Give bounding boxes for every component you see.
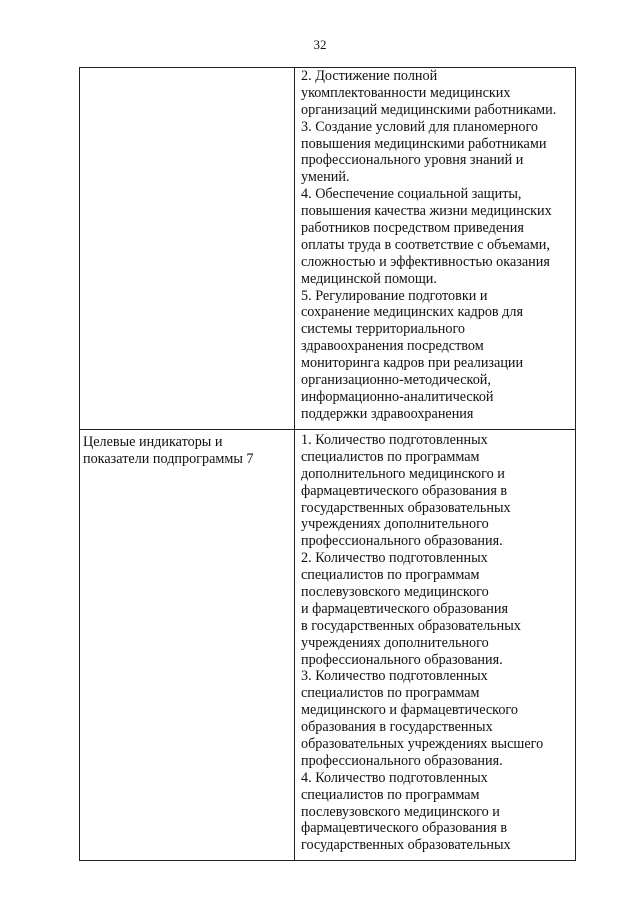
table-row	[80, 68, 576, 430]
text-line: медицинской помощи.	[301, 270, 437, 287]
text-line: информационно-аналитической	[301, 388, 494, 405]
text-line: 4. Количество подготовленных	[301, 769, 488, 786]
text-line: 3. Создание условий для планомерного	[301, 118, 539, 135]
page-number: 32	[313, 37, 327, 52]
text-line: учреждениях дополнительного	[301, 516, 489, 533]
row1-right-text	[295, 68, 575, 423]
row2-left-cell	[80, 430, 295, 861]
text-line: профессионального образования.	[301, 752, 503, 769]
program-table	[79, 67, 576, 861]
row1-right-cell	[295, 68, 576, 430]
text-line: 5. Регулирование подготовки и	[301, 287, 488, 304]
text-line: учреждениях дополнительного	[301, 634, 489, 651]
text-line: оплаты труда в соответствие с объемами,	[301, 236, 550, 253]
text-line: профессионального образования.	[301, 533, 503, 550]
text-line: организационно-методической,	[301, 372, 491, 389]
row2-left-text	[80, 430, 294, 467]
table-row	[80, 430, 576, 861]
text-line: повышения качества жизни медицинских	[301, 203, 552, 220]
text-line: в государственных образовательных	[301, 617, 521, 634]
text-line: специалистов по программам	[301, 448, 480, 465]
text-line: 4. Обеспечение социальной защиты,	[301, 186, 522, 203]
text-line: 2. Достижение полной	[301, 68, 438, 84]
text-line: 1. Количество подготовленных	[301, 432, 488, 448]
text-line: государственных образовательных	[301, 499, 511, 516]
text-line: здравоохранения посредством	[301, 338, 484, 355]
text-line: специалистов по программам	[301, 567, 480, 584]
text-line: работников посредством приведения	[301, 220, 524, 237]
text-line: поддержки здравоохранения	[301, 405, 474, 422]
text-line: дополнительного медицинского и	[301, 465, 505, 482]
row1-left-text	[80, 68, 294, 71]
text-line: сложностью и эффективностью оказания	[301, 253, 550, 270]
text-line: образования в государственных	[301, 719, 493, 736]
row2-right-cell	[295, 430, 576, 861]
text-line: фармацевтического образования в	[301, 820, 508, 837]
text-line: специалистов по программам	[301, 685, 480, 702]
text-line: послевузовского медицинского и	[301, 803, 500, 820]
text-line: 2. Количество подготовленных	[301, 550, 488, 567]
row2-right-text	[295, 430, 575, 854]
text-line: системы территориального	[301, 321, 466, 338]
text-line: медицинского и фармацевтического	[301, 702, 518, 719]
text-line: профессионального уровня знаний и	[301, 152, 524, 169]
text-line: организаций медицинскими работниками.	[301, 101, 557, 118]
text-line: укомплектованности медицинских	[301, 84, 511, 101]
text-line: специалистов по программам	[301, 786, 480, 803]
text-line: 3. Количество подготовленных	[301, 668, 488, 685]
text-line: фармацевтического образования в	[301, 482, 508, 499]
text-line: послевузовского медицинского	[301, 584, 489, 601]
text-line: государственных образовательных	[301, 837, 511, 854]
target-indicators-label-line: показатели подпрограммы 7	[83, 450, 254, 467]
text-line: и фармацевтического образования	[301, 600, 509, 617]
text-line: сохранение медицинских кадров для	[301, 304, 523, 321]
text-line: профессионального образования.	[301, 651, 503, 668]
text-line: образовательных учреждениях высшего	[301, 736, 544, 753]
row1-left-cell	[80, 68, 295, 430]
text-line: умений.	[301, 169, 350, 186]
text-line: повышения медицинскими работниками	[301, 135, 547, 152]
text-line: мониторинга кадров при реализации	[301, 355, 524, 372]
target-indicators-label-line: Целевые индикаторы и	[83, 434, 223, 450]
